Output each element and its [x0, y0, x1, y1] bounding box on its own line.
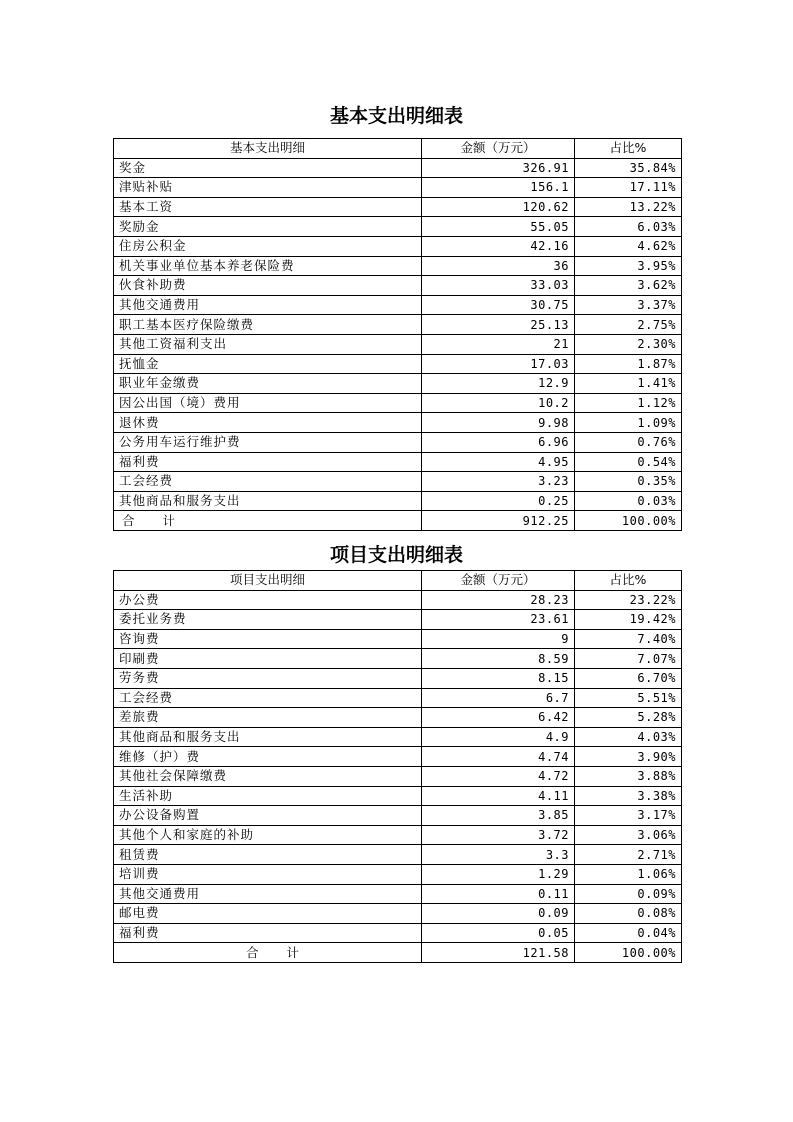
- table-row: [114, 688, 682, 708]
- row-amount: 6.7: [422, 688, 575, 708]
- total-percent: 100.00%: [575, 511, 682, 531]
- table-row: [114, 295, 682, 315]
- table-row: [114, 845, 682, 865]
- table-row: [114, 334, 682, 354]
- row-percent: 1.09%: [575, 413, 682, 433]
- column-header-amount: 金额（万元）: [422, 139, 575, 159]
- row-percent: 2.71%: [575, 845, 682, 865]
- header-row: [114, 571, 682, 591]
- row-amount: 156.1: [422, 178, 575, 198]
- row-percent: 3.38%: [575, 786, 682, 806]
- column-header-item: 基本支出明细: [114, 139, 422, 159]
- row-amount: 9.98: [422, 413, 575, 433]
- row-percent: 2.75%: [575, 315, 682, 335]
- table-row: [114, 432, 682, 452]
- total-label: 合 计: [114, 943, 422, 963]
- row-percent: 0.76%: [575, 432, 682, 452]
- total-amount: 121.58: [422, 943, 575, 963]
- row-name: 印刷费: [114, 649, 422, 669]
- row-amount: 0.25: [422, 491, 575, 511]
- row-name: 维修（护）费: [114, 747, 422, 767]
- basic-expense-table: [113, 138, 682, 531]
- row-name: 生活补助: [114, 786, 422, 806]
- table-row: [114, 610, 682, 630]
- row-amount: 21: [422, 334, 575, 354]
- row-amount: 3.3: [422, 845, 575, 865]
- row-name: 福利费: [114, 923, 422, 943]
- table-row: [114, 354, 682, 374]
- table-row: [114, 629, 682, 649]
- row-percent: 6.70%: [575, 668, 682, 688]
- row-percent: 6.03%: [575, 217, 682, 237]
- row-name: 其他商品和服务支出: [114, 491, 422, 511]
- row-amount: 0.05: [422, 923, 575, 943]
- row-amount: 8.15: [422, 668, 575, 688]
- row-amount: 0.11: [422, 884, 575, 904]
- row-name: 其他个人和家庭的补助: [114, 825, 422, 845]
- row-percent: 1.06%: [575, 864, 682, 884]
- row-amount: 10.2: [422, 393, 575, 413]
- row-percent: 3.17%: [575, 806, 682, 826]
- table-row: [114, 904, 682, 924]
- row-name: 公务用车运行维护费: [114, 432, 422, 452]
- row-amount: 30.75: [422, 295, 575, 315]
- row-amount: 36: [422, 256, 575, 276]
- row-percent: 3.88%: [575, 766, 682, 786]
- row-amount: 1.29: [422, 864, 575, 884]
- row-percent: 4.62%: [575, 236, 682, 256]
- table-row: [114, 256, 682, 276]
- table-row: [114, 472, 682, 492]
- row-percent: 0.04%: [575, 923, 682, 943]
- column-header-item: 项目支出明细: [114, 571, 422, 591]
- row-name: 办公设备购置: [114, 806, 422, 826]
- row-name: 劳务费: [114, 668, 422, 688]
- row-percent: 5.28%: [575, 708, 682, 728]
- row-name: 咨询费: [114, 629, 422, 649]
- total-label: 合 计: [114, 511, 422, 531]
- row-percent: 0.09%: [575, 884, 682, 904]
- table-row: [114, 217, 682, 237]
- row-percent: 1.12%: [575, 393, 682, 413]
- row-amount: 4.72: [422, 766, 575, 786]
- table-row: [114, 708, 682, 728]
- row-percent: 13.22%: [575, 197, 682, 217]
- row-amount: 42.16: [422, 236, 575, 256]
- row-percent: 3.06%: [575, 825, 682, 845]
- table-row: [114, 923, 682, 943]
- row-name: 职工基本医疗保险缴费: [114, 315, 422, 335]
- total-percent: 100.00%: [575, 943, 682, 963]
- table-row: [114, 374, 682, 394]
- row-name: 基本工资: [114, 197, 422, 217]
- row-percent: 3.62%: [575, 276, 682, 296]
- row-name: 伙食补助费: [114, 276, 422, 296]
- row-name: 其他工资福利支出: [114, 334, 422, 354]
- header-row: [114, 139, 682, 159]
- row-amount: 6.96: [422, 432, 575, 452]
- row-amount: 326.91: [422, 158, 575, 178]
- row-name: 租赁费: [114, 845, 422, 865]
- row-name: 其他商品和服务支出: [114, 727, 422, 747]
- table-row: [114, 491, 682, 511]
- row-name: 机关事业单位基本养老保险费: [114, 256, 422, 276]
- column-header-percent: 占比%: [575, 571, 682, 591]
- row-percent: 1.41%: [575, 374, 682, 394]
- row-name: 工会经费: [114, 472, 422, 492]
- row-percent: 4.03%: [575, 727, 682, 747]
- row-amount: 33.03: [422, 276, 575, 296]
- row-name: 培训费: [114, 864, 422, 884]
- row-percent: 2.30%: [575, 334, 682, 354]
- row-percent: 35.84%: [575, 158, 682, 178]
- row-percent: 0.08%: [575, 904, 682, 924]
- row-name: 其他交通费用: [114, 884, 422, 904]
- row-amount: 8.59: [422, 649, 575, 669]
- row-name: 工会经费: [114, 688, 422, 708]
- row-amount: 23.61: [422, 610, 575, 630]
- row-name: 差旅费: [114, 708, 422, 728]
- table-row: [114, 178, 682, 198]
- table-row: [114, 276, 682, 296]
- row-percent: 0.35%: [575, 472, 682, 492]
- table-row: [114, 884, 682, 904]
- table-row: [114, 158, 682, 178]
- row-amount: 12.9: [422, 374, 575, 394]
- row-percent: 7.07%: [575, 649, 682, 669]
- row-name: 办公费: [114, 590, 422, 610]
- total-row: [114, 943, 682, 963]
- row-amount: 3.85: [422, 806, 575, 826]
- project-expense-table: [113, 570, 682, 963]
- row-percent: 1.87%: [575, 354, 682, 374]
- table-row: [114, 786, 682, 806]
- basic-table-title: 基本支出明细表: [329, 105, 463, 127]
- row-amount: 4.95: [422, 452, 575, 472]
- row-amount: 3.72: [422, 825, 575, 845]
- row-percent: 5.51%: [575, 688, 682, 708]
- row-percent: 0.03%: [575, 491, 682, 511]
- row-amount: 6.42: [422, 708, 575, 728]
- row-name: 职业年金缴费: [114, 374, 422, 394]
- row-percent: 0.54%: [575, 452, 682, 472]
- row-name: 奖金: [114, 158, 422, 178]
- row-name: 其他社会保障缴费: [114, 766, 422, 786]
- row-percent: 7.40%: [575, 629, 682, 649]
- table-row: [114, 452, 682, 472]
- row-name: 住房公积金: [114, 236, 422, 256]
- row-name: 奖励金: [114, 217, 422, 237]
- row-amount: 17.03: [422, 354, 575, 374]
- table-row: [114, 236, 682, 256]
- row-percent: 19.42%: [575, 610, 682, 630]
- row-name: 邮电费: [114, 904, 422, 924]
- table-row: [114, 315, 682, 335]
- row-name: 福利费: [114, 452, 422, 472]
- row-name: 退休费: [114, 413, 422, 433]
- row-amount: 28.23: [422, 590, 575, 610]
- table-row: [114, 649, 682, 669]
- table-row: [114, 413, 682, 433]
- table-row: [114, 590, 682, 610]
- table-row: [114, 747, 682, 767]
- column-header-percent: 占比%: [575, 139, 682, 159]
- row-percent: 3.37%: [575, 295, 682, 315]
- project-table-title: 项目支出明细表: [329, 544, 463, 566]
- table-row: [114, 668, 682, 688]
- row-name: 津贴补贴: [114, 178, 422, 198]
- row-amount: 55.05: [422, 217, 575, 237]
- row-name: 委托业务费: [114, 610, 422, 630]
- table-row: [114, 393, 682, 413]
- row-amount: 4.74: [422, 747, 575, 767]
- total-row: [114, 511, 682, 531]
- table-row: [114, 825, 682, 845]
- total-amount: 912.25: [422, 511, 575, 531]
- row-percent: 23.22%: [575, 590, 682, 610]
- table-row: [114, 727, 682, 747]
- row-amount: 25.13: [422, 315, 575, 335]
- row-amount: 0.09: [422, 904, 575, 924]
- row-percent: 3.90%: [575, 747, 682, 767]
- row-name: 因公出国（境）费用: [114, 393, 422, 413]
- row-amount: 120.62: [422, 197, 575, 217]
- row-name: 其他交通费用: [114, 295, 422, 315]
- table-row: [114, 766, 682, 786]
- row-amount: 4.9: [422, 727, 575, 747]
- table-row: [114, 197, 682, 217]
- row-percent: 17.11%: [575, 178, 682, 198]
- row-percent: 3.95%: [575, 256, 682, 276]
- row-name: 抚恤金: [114, 354, 422, 374]
- row-amount: 9: [422, 629, 575, 649]
- row-amount: 3.23: [422, 472, 575, 492]
- table-row: [114, 864, 682, 884]
- row-amount: 4.11: [422, 786, 575, 806]
- table-row: [114, 806, 682, 826]
- column-header-amount: 金额（万元）: [422, 571, 575, 591]
